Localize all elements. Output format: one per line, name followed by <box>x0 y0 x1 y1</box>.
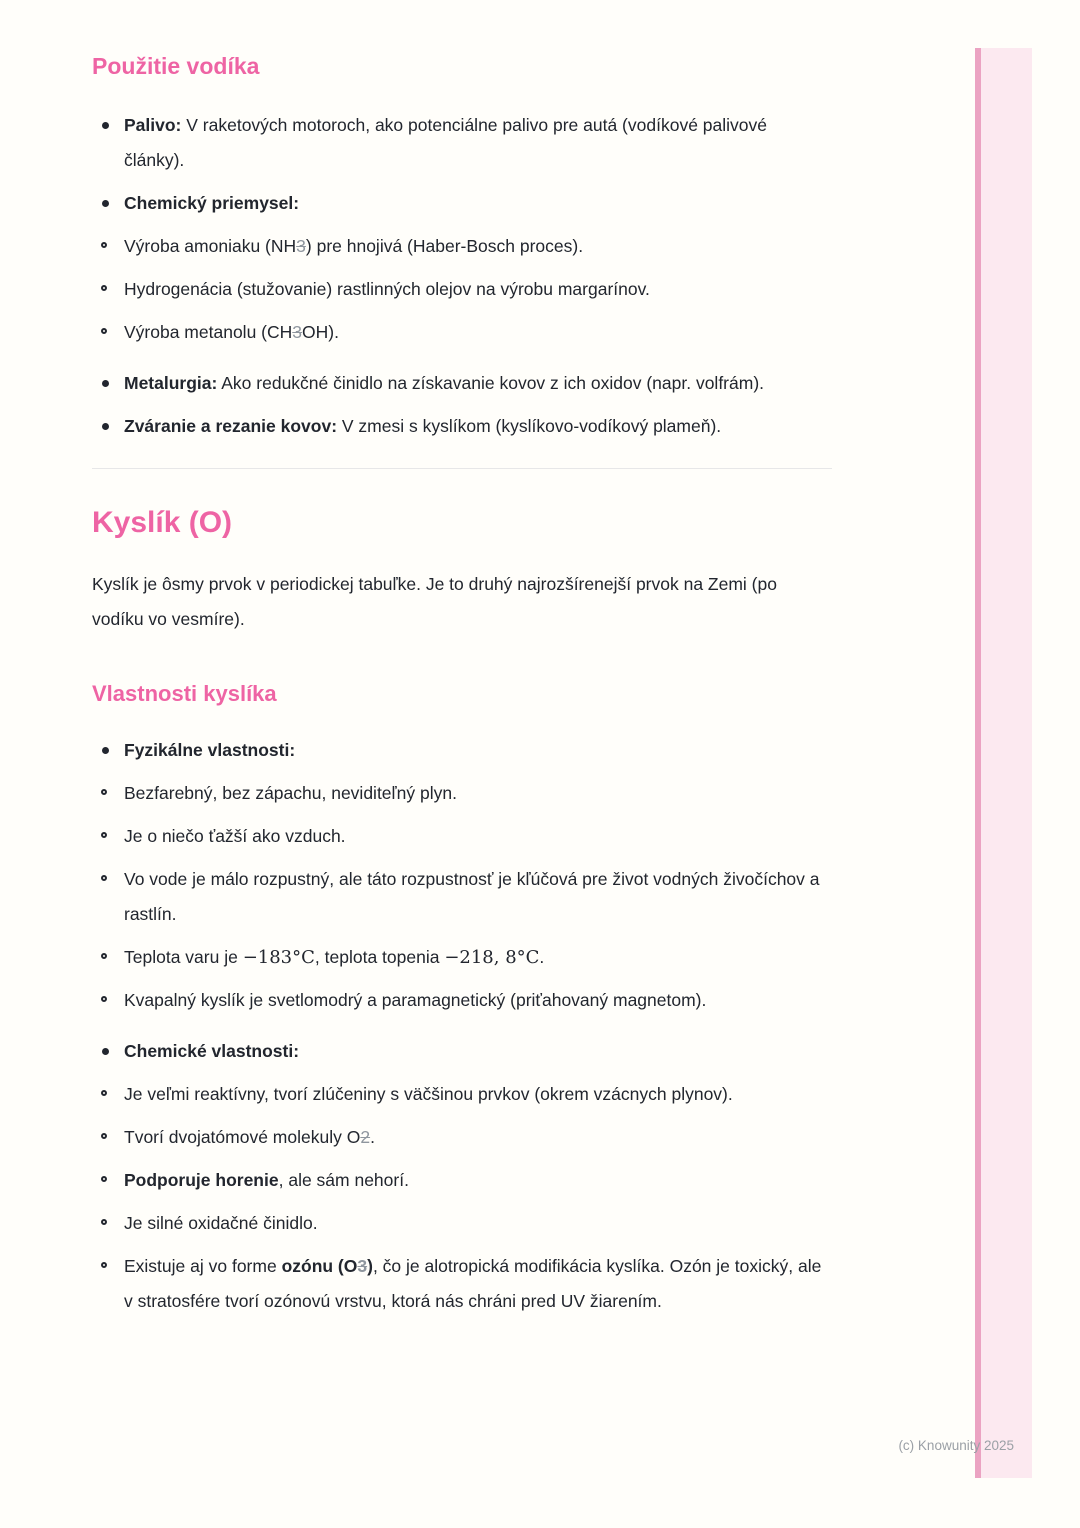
bullet-circle-icon <box>101 1219 107 1225</box>
list-item <box>92 1120 832 1155</box>
list-item-text: Chemický priemysel: <box>124 193 300 213</box>
list-item-text: Tvorí dvojatómové molekuly O2. <box>124 1127 375 1147</box>
list-item <box>92 1163 832 1198</box>
bullet-disc-icon <box>102 423 109 430</box>
bullet-disc-icon <box>102 1048 109 1055</box>
list-item <box>92 819 832 854</box>
bullet-circle-icon <box>101 789 107 795</box>
list-item-text: Existuje aj vo forme ozónu (O3), čo je alotropická modifikácia kyslíka. Ozón je toxický, ale v stratosfére tvorí ozónovú vrstvu, ktorá nás chráni pred UV žiarením. <box>124 1256 822 1311</box>
divider <box>92 468 832 469</box>
section-hydrogen-usage <box>92 52 832 444</box>
bullet-circle-icon <box>101 953 107 959</box>
list-item-text: Fyzikálne vlastnosti: <box>124 740 296 760</box>
bullet-circle-icon <box>101 996 107 1002</box>
list-item-text: Bezfarebný, bez zápachu, neviditeľný plyn. <box>124 783 457 803</box>
oxygen-heading: Kyslík (O) <box>92 506 233 539</box>
list-item <box>92 1034 832 1069</box>
oxygen-properties-list <box>92 733 832 1319</box>
list-item-text: Zváranie a rezanie kovov: V zmesi s kyslíkom (kyslíkovo-vodíkový plameň). <box>124 416 722 436</box>
list-item-text: Podporuje horenie, ale sám nehorí. <box>124 1170 409 1190</box>
list-item <box>92 1077 832 1112</box>
list-item-text: Hydrogenácia (stužovanie) rastlinných olejov na výrobu margarínov. <box>124 279 650 299</box>
list-item-text: Je silné oxidačné činidlo. <box>124 1213 318 1233</box>
bullet-circle-icon <box>101 285 107 291</box>
list-item <box>92 776 832 811</box>
list-item-text: Výroba amoniaku (NH3) pre hnojivá (Haber-Bosch proces). <box>124 236 584 256</box>
list-item-text: Palivo: V raketových motoroch, ako potenciálne palivo pre autá (vodíkové palivové články). <box>124 115 767 170</box>
bullet-circle-icon <box>101 875 107 881</box>
list-item <box>92 108 832 178</box>
list-item <box>92 1249 832 1319</box>
list-item <box>92 315 832 350</box>
list-item <box>92 229 832 264</box>
copyright: (c) Knowunity 2025 <box>898 1438 1014 1453</box>
bullet-circle-icon <box>101 1090 107 1096</box>
side-stripe <box>975 48 1032 1478</box>
list-item <box>92 366 832 401</box>
content <box>92 0 832 1327</box>
list-item <box>92 733 832 768</box>
list-item <box>92 272 832 307</box>
section-oxygen <box>92 505 832 1319</box>
bullet-circle-icon <box>101 832 107 838</box>
bullet-circle-icon <box>101 242 107 248</box>
list-item-text: Kvapalný kyslík je svetlomodrý a paramagnetický (priťahovaný magnetom). <box>124 990 707 1010</box>
list-item <box>92 409 832 444</box>
list-item <box>92 186 832 221</box>
hydrogen-usage-heading: Použitie vodíka <box>92 53 260 79</box>
bullet-circle-icon <box>101 328 107 334</box>
list-item <box>92 983 832 1018</box>
bullet-disc-icon <box>102 122 109 129</box>
list-item-text: Teplota varu je −183°C, teplota topenia −218, 8°C. <box>124 947 545 968</box>
bullet-disc-icon <box>102 747 109 754</box>
bullet-circle-icon <box>101 1133 107 1139</box>
oxygen-intro: Kyslík je ôsmy prvok v periodickej tabuľke. Je to druhý najrozšírenejší prvok na Zemi (po vodíku vo vesmíre). <box>92 574 777 629</box>
oxygen-properties-heading: Vlastnosti kyslíka <box>92 681 277 706</box>
list-item-text: Je o niečo ťažší ako vzduch. <box>124 826 346 846</box>
list-item-text: Chemické vlastnosti: <box>124 1041 300 1061</box>
list-item-text: Výroba metanolu (CH3OH). <box>124 322 339 342</box>
bullet-disc-icon <box>102 200 109 207</box>
list-item <box>92 862 832 932</box>
list-item-text: Je veľmi reaktívny, tvorí zlúčeniny s väčšinou prvkov (okrem vzácnych plynov). <box>124 1084 733 1104</box>
list-item-text: Metalurgia: Ako redukčné činidlo na získavanie kovov z ich oxidov (napr. volfrám). <box>124 373 765 393</box>
list-item <box>92 940 832 975</box>
bullet-circle-icon <box>101 1176 107 1182</box>
list-item-text: Vo vode je málo rozpustný, ale táto rozpustnosť je kľúčová pre život vodných živočíchov a rastlín. <box>124 869 820 924</box>
bullet-circle-icon <box>101 1262 107 1268</box>
hydrogen-usage-list <box>92 108 832 444</box>
bullet-disc-icon <box>102 380 109 387</box>
list-item <box>92 1206 832 1241</box>
